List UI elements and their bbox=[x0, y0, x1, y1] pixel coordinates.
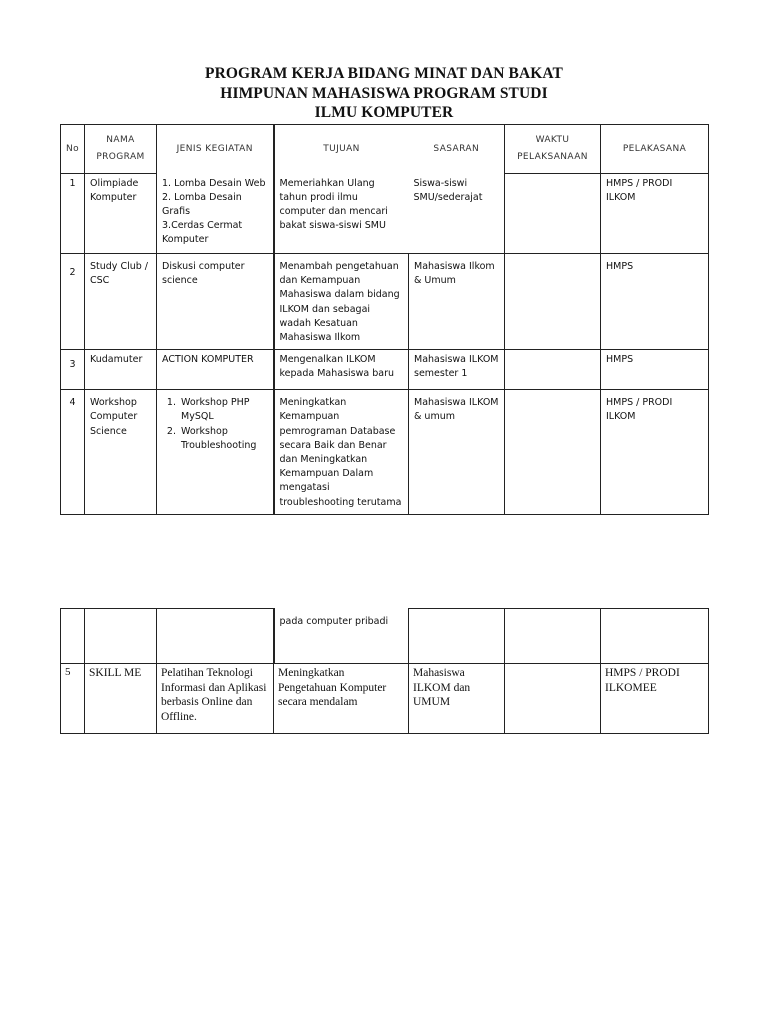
row-number: 2 bbox=[61, 254, 85, 350]
schedule-text bbox=[505, 174, 601, 254]
activity-item: 1. Lomba Desain Web bbox=[162, 177, 266, 189]
header-nama-program: NAMA PROGRAM bbox=[85, 125, 157, 174]
header-waktu-pelaksanaan: WAKTU PELAKSANAAN bbox=[505, 125, 601, 174]
target-text: Mahasiswa ILKOM dan UMUM bbox=[409, 664, 505, 734]
goal-text: Menambah pengetahuan dan Kemampuan Mahasiswa dalam bidang ILKOM dan sebagai wadah Kesatuan Mahasiswa Ilkom bbox=[274, 254, 409, 350]
schedule-text bbox=[505, 350, 601, 390]
program-name: Workshop Computer Science bbox=[85, 390, 157, 515]
row-number: 5 bbox=[61, 664, 85, 734]
program-name: Study Club / CSC bbox=[85, 254, 157, 350]
target-text: Mahasiswa Ilkom & Umum bbox=[409, 254, 505, 350]
goal-text: Mengenalkan ILKOM kepada Mahasiswa baru bbox=[274, 350, 409, 390]
activity-item: 2. Lomba Desain Grafis bbox=[162, 191, 242, 217]
activity-text: Diskusi computer science bbox=[157, 254, 274, 350]
document-title-line-1: PROGRAM KERJA BIDANG MINAT DAN BAKAT bbox=[205, 65, 563, 82]
table-row-continuation bbox=[61, 609, 709, 664]
empty-cell bbox=[409, 609, 505, 664]
header-sasaran: SASARAN bbox=[409, 125, 505, 174]
row-number: 1 bbox=[61, 174, 85, 254]
executor-text: HMPS bbox=[601, 350, 709, 390]
schedule-text bbox=[505, 254, 601, 350]
activity-text: ACTION KOMPUTER bbox=[157, 350, 274, 390]
header-pelaksana: PELAKASANA bbox=[601, 125, 709, 174]
target-text: Mahasiswa ILKOM & umum bbox=[409, 390, 505, 515]
program-table bbox=[60, 124, 709, 515]
executor-text: HMPS / PRODI ILKOM bbox=[601, 390, 709, 515]
table-row bbox=[61, 664, 709, 734]
activity-text: Pelatihan Teknologi Informasi dan Aplikasi berbasis Online dan Offline. bbox=[157, 664, 274, 734]
target-text: Mahasiswa ILKOM semester 1 bbox=[409, 350, 505, 390]
document-title-line-3: ILMU KOMPUTER bbox=[314, 104, 454, 121]
goal-text-continuation: pada computer pribadi bbox=[274, 609, 409, 664]
target-text: Siswa-siswi SMU/sederajat bbox=[409, 174, 505, 254]
activity-item: 1. Workshop PHP MySQL bbox=[179, 396, 268, 424]
goal-text: Meningkatkan Pengetahuan Komputer secara mendalam bbox=[274, 664, 409, 734]
header-tujuan: TUJUAN bbox=[274, 125, 409, 174]
activity-list bbox=[157, 390, 274, 515]
empty-cell bbox=[505, 609, 601, 664]
empty-cell bbox=[85, 609, 157, 664]
empty-cell bbox=[157, 609, 274, 664]
goal-text: Memeriahkan Ulang tahun prodi ilmu computer dan mencari bakat siswa-siswi SMU bbox=[274, 174, 409, 254]
activity-list bbox=[157, 174, 274, 254]
empty-cell bbox=[601, 609, 709, 664]
executor-text: HMPS / PRODI ILKOM bbox=[601, 174, 709, 254]
document-title-line-2: HIMPUNAN MAHASISWA PROGRAM STUDI bbox=[220, 85, 548, 102]
table-row bbox=[61, 390, 709, 515]
goal-text: Meningkatkan Kemampuan pemrograman Database secara Baik dan Benar dan Meningkatkan Kemampuan Dalam mengatasi troubleshooting terutama bbox=[274, 390, 409, 515]
header-jenis-kegiatan: JENIS KEGIATAN bbox=[157, 125, 274, 174]
schedule-text bbox=[505, 390, 601, 515]
table-row bbox=[61, 350, 709, 390]
program-name: Kudamuter bbox=[85, 350, 157, 390]
table-row bbox=[61, 174, 709, 254]
executor-text: HMPS / PRODI ILKOMEE bbox=[601, 664, 709, 734]
row-number: 3 bbox=[61, 350, 85, 390]
empty-cell bbox=[61, 609, 85, 664]
table-header-row bbox=[61, 125, 709, 174]
row-number: 4 bbox=[61, 390, 85, 515]
header-no: No bbox=[61, 125, 85, 174]
program-name: SKILL ME bbox=[85, 664, 157, 734]
activity-item: 3.Cerdas Cermat Komputer bbox=[162, 220, 243, 246]
activity-item: 2. Workshop Troubleshooting bbox=[179, 425, 268, 453]
program-table-continued bbox=[60, 608, 709, 734]
executor-text: HMPS bbox=[601, 254, 709, 350]
schedule-text bbox=[505, 664, 601, 734]
table-row bbox=[61, 254, 709, 350]
program-name: Olimpiade Komputer bbox=[85, 174, 157, 254]
